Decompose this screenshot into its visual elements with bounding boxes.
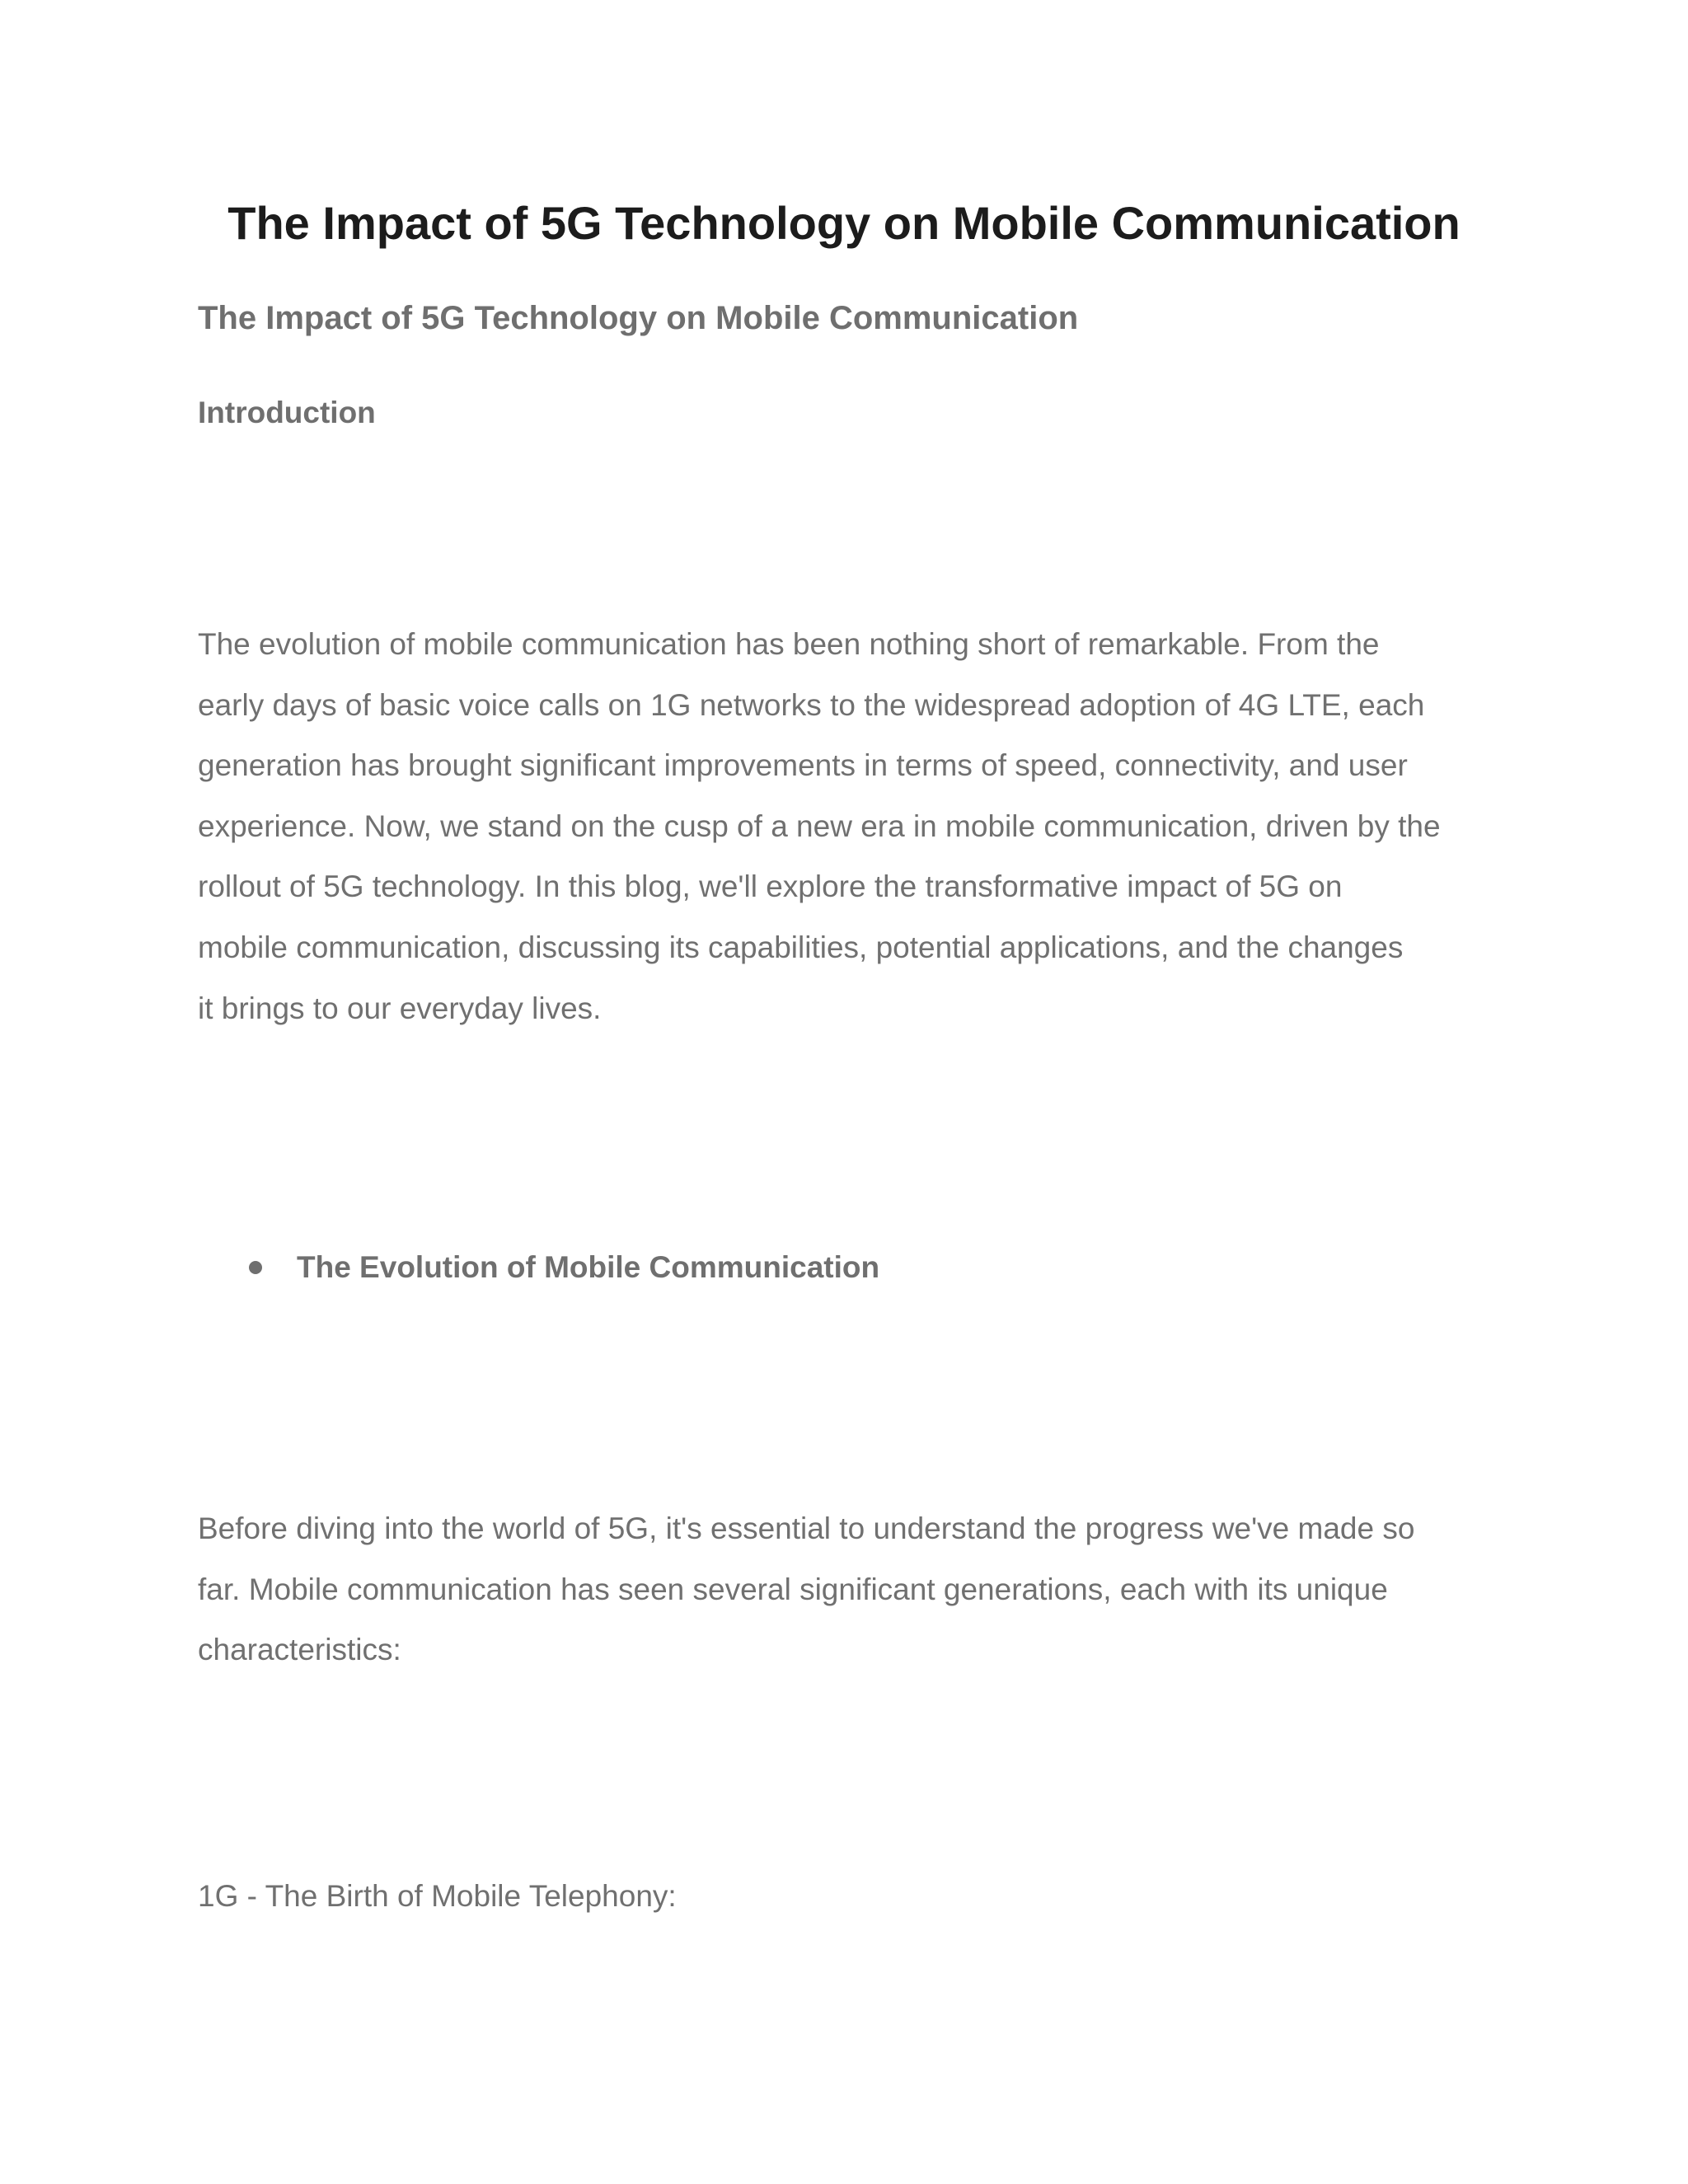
paragraph-line: early days of basic voice calls on 1G networks to the widespread adoption of 4G LTE, each	[198, 687, 1425, 722]
evolution-paragraph	[198, 1498, 1500, 1680]
introduction-paragraph	[198, 614, 1500, 1038]
bullet-icon	[249, 1261, 262, 1274]
bullet-list-item	[198, 1247, 879, 1288]
paragraph-line: Before diving into the world of 5G, it's essential to understand the progress we've made so	[198, 1511, 1415, 1545]
document-title: The Impact of 5G Technology on Mobile Communication	[227, 197, 1461, 249]
paragraph-line: far. Mobile communication has seen several significant generations, each with its unique	[198, 1572, 1388, 1606]
paragraph-line: generation has brought significant improvements in terms of speed, connectivity, and user	[198, 748, 1408, 783]
paragraph-line: characteristics:	[198, 1633, 401, 1667]
introduction-heading: Introduction	[198, 396, 376, 429]
paragraph-line: it brings to our everyday lives.	[198, 991, 602, 1025]
paragraph-line: mobile communication, discussing its capabilities, potential applications, and the changes	[198, 930, 1404, 964]
generation-1g-heading: 1G - The Birth of Mobile Telephony:	[198, 1879, 677, 1913]
paragraph-line: rollout of 5G technology. In this blog, we'll explore the transformative impact of 5G on	[198, 869, 1343, 904]
document-subtitle: The Impact of 5G Technology on Mobile Communication	[198, 300, 1079, 336]
paragraph-line: The evolution of mobile communication has been nothing short of remarkable. From the	[198, 627, 1380, 661]
evolution-heading: The Evolution of Mobile Communication	[297, 1250, 880, 1284]
paragraph-line: experience. Now, we stand on the cusp of a new era in mobile communication, driven by the	[198, 808, 1441, 843]
